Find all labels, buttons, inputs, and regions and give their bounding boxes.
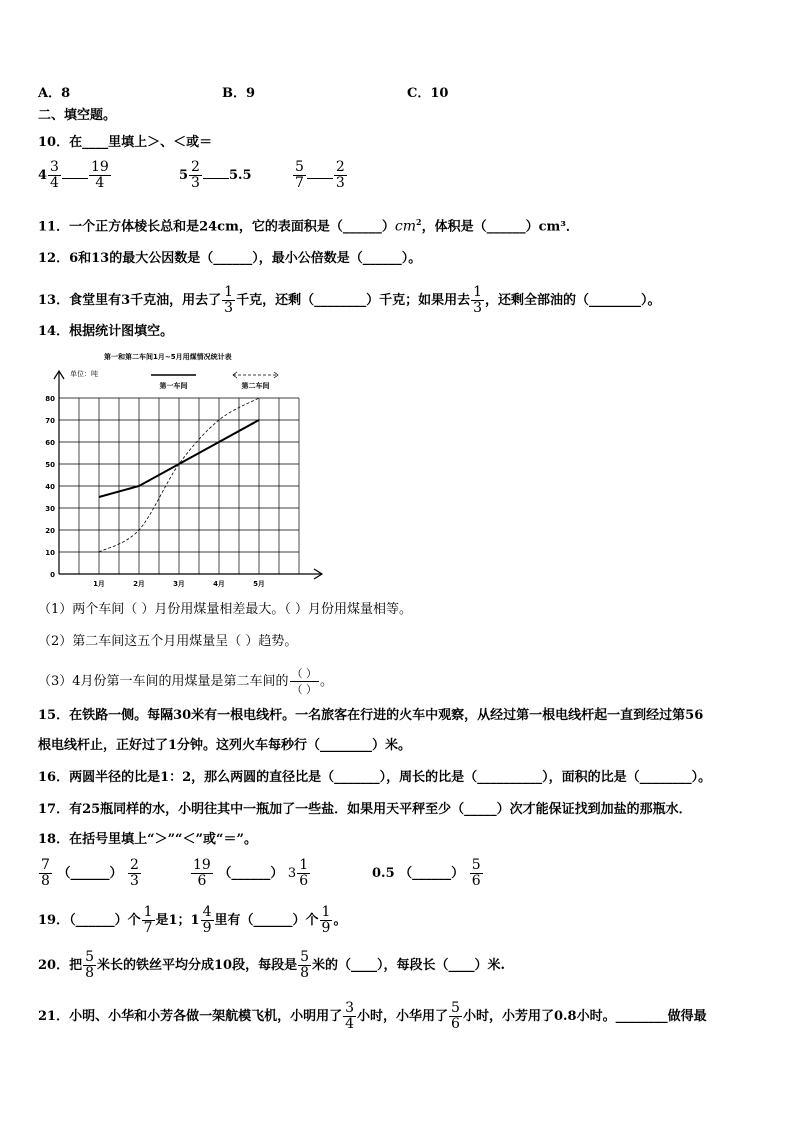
fraction: [471, 285, 484, 316]
q10-item-b: [179, 160, 252, 191]
fraction: [142, 905, 155, 936]
denominator: 3: [473, 300, 482, 316]
numerator: 4: [202, 904, 212, 920]
q15-line1: 15．在铁路一侧。每隔30米有一根电线杆。一名旅客在行进的火车中观察，从经过第一根电线杆起一直到经过第56: [38, 708, 704, 723]
denominator: 8: [85, 965, 95, 981]
denominator: 6: [471, 873, 481, 889]
denominator: 6: [299, 873, 309, 889]
fraction: [39, 858, 52, 889]
y-tick-label: 80: [45, 395, 55, 403]
denominator: 3: [335, 175, 345, 191]
denominator: 7: [295, 175, 304, 191]
whole-number: 5: [179, 168, 189, 183]
numerator: 3: [50, 159, 59, 175]
q10-item-a: [38, 160, 112, 191]
fraction: [191, 858, 213, 889]
denominator: 6: [451, 1016, 460, 1032]
denominator: 9: [202, 920, 212, 936]
unit-label: 单位：吨: [70, 370, 98, 378]
fraction: [334, 160, 347, 191]
q21: [38, 1001, 707, 1032]
denominator: 4: [50, 175, 59, 191]
q16: 16．两圆半径的比是1：2，那么两圆的直径比是（_______），周长的比是（__________），面积的比是（________）。: [38, 770, 712, 785]
q18-stem: 18．在括号里填上“＞”“＜”或“＝”。: [38, 832, 257, 847]
superscript: 2: [415, 217, 422, 227]
y-tick-label: 20: [45, 527, 55, 535]
answer-blank[interactable]: （______）: [218, 866, 284, 881]
x-tick-label: 2月: [133, 580, 145, 588]
q14-text: （3）4月份第一车间的用煤量是第二车间的: [38, 674, 289, 689]
q18-item-c: [372, 858, 484, 889]
fraction-blank[interactable]: [290, 666, 320, 697]
numerator: 5: [451, 1000, 460, 1016]
answer-blank[interactable]: [62, 164, 88, 179]
denominator: 7: [143, 920, 153, 936]
fraction: [128, 858, 141, 889]
y-tick-label: 40: [45, 483, 55, 491]
denominator: （ ）: [291, 683, 318, 696]
answer-blank[interactable]: [307, 164, 333, 179]
q11-text: ，体积是（______）cm³．: [421, 219, 579, 235]
numerator: 19: [90, 159, 109, 175]
numerator: 3: [345, 1000, 355, 1016]
numerator: 5: [85, 949, 95, 965]
q19-text: 是1；1: [155, 913, 200, 928]
denominator: 3: [130, 873, 139, 889]
unit: cm: [394, 218, 416, 235]
numerator: 1: [473, 284, 482, 300]
q14-stem: 14．根据统计图填空。: [38, 324, 174, 339]
decimal: 0.5: [372, 866, 395, 881]
q14-text: 。: [320, 674, 334, 689]
chart-title: 第一和第二车间1月~5月用煤情况统计表: [104, 353, 232, 361]
legend-label-1: 第一车间: [159, 382, 188, 390]
q19-text: 里有（______）个: [214, 913, 319, 928]
whole-number: 4: [38, 168, 48, 183]
q13-text: ，还剩全部油的（________）。: [485, 293, 661, 308]
q19: [38, 905, 346, 936]
q20-text: 米长的铁丝平均分成10段，每段是: [97, 958, 298, 973]
legend-label-2: 第二车间: [241, 382, 270, 390]
option-c: C．10: [407, 86, 449, 101]
denominator: 8: [300, 965, 310, 981]
q21-text: 小时，小华用了: [357, 1009, 449, 1024]
option-b: B．9: [222, 86, 256, 101]
option-a: A．8: [38, 86, 71, 101]
q14-sub2: （2）第二车间这五个月用煤量呈（ ）趋势。: [38, 634, 298, 649]
q17: 17．有25瓶同样的水，小明往其中一瓶加了一些盐．如果用天平秤至少（_____）次才能保证找到加盐的那瓶水．: [38, 802, 692, 817]
q10-stem: 10．在____里填上＞、＜或＝: [38, 135, 213, 150]
fraction: [89, 160, 111, 191]
q13: [38, 285, 661, 316]
denominator: 3: [224, 300, 234, 316]
x-tick-label: 4月: [213, 580, 225, 588]
denominator: 9: [321, 920, 331, 936]
chart-canvas: [38, 350, 338, 595]
numerator: 19: [193, 857, 211, 873]
q13-text: 13．食堂里有3千克油，用去了: [38, 293, 222, 308]
fraction: [189, 160, 202, 191]
answer-blank[interactable]: （______）: [57, 866, 123, 881]
denominator: 4: [95, 175, 105, 191]
decimal: 5.5: [228, 168, 252, 183]
numerator: （ ）: [291, 667, 318, 680]
q15-line2: 根电线杆止，正好过了1分钟。这列火车每秒行（________）米。: [38, 738, 412, 753]
numerator: 1: [299, 857, 309, 873]
denominator: 8: [41, 873, 50, 889]
fraction: [449, 1001, 462, 1032]
whole-number: 3: [287, 866, 297, 881]
numerator: 2: [130, 857, 139, 873]
numerator: 5: [471, 857, 481, 873]
q14-sub3: [38, 666, 333, 697]
q10-item-c: [292, 160, 348, 191]
fraction: [297, 858, 310, 889]
numerator: 2: [335, 159, 345, 175]
fraction: [201, 905, 214, 936]
numerator: 2: [191, 159, 200, 175]
line-chart: [38, 350, 338, 595]
denominator: 3: [191, 175, 200, 191]
x-tick-label: 1月: [93, 580, 105, 588]
x-tick-label: 5月: [253, 580, 265, 588]
fraction: [293, 160, 306, 191]
fraction: [222, 285, 235, 316]
answer-blank[interactable]: [203, 164, 229, 179]
y-tick-label: 60: [45, 439, 55, 447]
q18-item-a: [38, 858, 142, 889]
y-tick-label: 50: [45, 461, 55, 469]
numerator: 1: [224, 284, 234, 300]
y-tick-label: 70: [45, 417, 55, 425]
y-tick-label: 10: [45, 549, 55, 557]
y-tick-label: 30: [45, 505, 55, 513]
fraction: [343, 1001, 356, 1032]
numerator: 1: [321, 904, 331, 920]
q11: [38, 212, 579, 237]
denominator: 4: [345, 1016, 355, 1032]
denominator: 6: [197, 873, 207, 889]
q18-item-b: [190, 858, 311, 889]
numerator: 7: [41, 857, 50, 873]
q19-text: 。: [333, 913, 347, 928]
q21-text: 小时，小芳用了0.8小时。________做得最: [462, 1009, 707, 1024]
fraction: [298, 950, 311, 981]
q20-text: 20．把: [38, 958, 83, 973]
q21-text: 21．小明、小华和小芳各做一架航模飞机，小明用了: [38, 1009, 343, 1024]
fraction: [470, 858, 483, 889]
fraction: [83, 950, 96, 981]
q20: [38, 950, 505, 981]
fraction: [320, 905, 333, 936]
q13-text: 千克，还剩（________）千克；如果用去: [236, 293, 471, 308]
numerator: 1: [143, 904, 153, 920]
section-heading: 二、填空题。: [38, 108, 117, 123]
numerator: 5: [295, 159, 304, 175]
q14-sub1: （1）两个车间（ ）月份用煤量相差最大。（ ）月份用煤量相等。: [38, 602, 413, 617]
q12: 12．6和13的最大公因数是（______），最小公倍数是（______）。: [38, 251, 422, 266]
answer-blank[interactable]: （______）: [399, 866, 465, 881]
q19-text: 19．（______）个: [38, 913, 141, 928]
fraction: [48, 160, 61, 191]
q11-text: 11．一个正方体棱长总和是24cm，它的表面积是（______）: [38, 219, 395, 235]
numerator: 5: [300, 949, 310, 965]
x-tick-label: 3月: [173, 580, 185, 588]
q20-text: 米的（____），每段长（____）米.: [312, 958, 506, 973]
y-tick-label: 0: [50, 571, 55, 579]
